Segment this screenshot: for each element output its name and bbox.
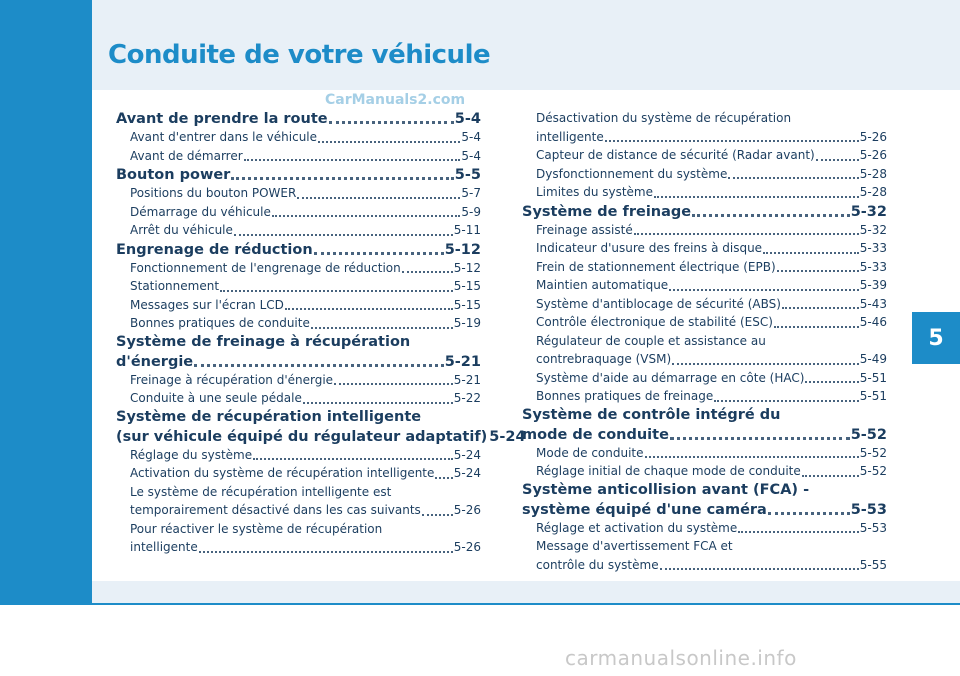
toc-dot-leader <box>402 269 453 273</box>
toc-dot-leader <box>669 287 859 291</box>
toc-entry-title: Stationnement <box>130 279 220 293</box>
toc-subsection-entry[interactable] <box>522 462 887 481</box>
toc-dot-leader <box>645 454 859 458</box>
toc-section-title-line: Système anticollision avant (FCA) - <box>522 481 810 498</box>
toc-subsection-entry[interactable] <box>116 538 481 557</box>
toc-section-entry[interactable] <box>522 203 887 221</box>
toc-page-number: 5-52 <box>859 464 887 478</box>
toc-entry-title: mode de conduite <box>522 426 669 443</box>
watermark-bottom: carmanualsonline.info <box>565 646 797 670</box>
toc-left-column <box>116 109 526 557</box>
toc-entry-title: Avant de prendre la route <box>116 111 328 127</box>
toc-entry-title: système équipé d'une caméra <box>522 501 767 518</box>
toc-subsection-entry[interactable] <box>522 146 887 165</box>
toc-page-number: 5-46 <box>859 315 887 329</box>
toc-entry-title: Positions du bouton POWER <box>130 186 297 200</box>
toc-page-number: 5-32 <box>859 222 887 237</box>
toc-page-number: 5-52 <box>859 445 887 460</box>
toc-page-number: 5-26 <box>453 503 481 517</box>
toc-dot-leader <box>318 139 460 143</box>
toc-subsection-entry[interactable] <box>116 389 481 408</box>
toc-dot-leader <box>738 529 859 533</box>
toc-dot-leader <box>805 379 858 383</box>
toc-subsection-entry[interactable] <box>522 221 887 240</box>
toc-subsection-title-line: Pour réactiver le système de récupération <box>130 521 383 536</box>
toc-entry-title: Freinage à récupération d'énergie <box>130 372 334 387</box>
toc-subsection-title-line: Régulateur de couple et assistance au <box>536 333 766 348</box>
toc-entry-title: Bonnes pratiques de conduite <box>130 316 310 330</box>
toc-entry-title: Conduite à une seule pédale <box>130 391 302 405</box>
toc-dot-leader <box>194 362 444 367</box>
toc-dot-leader <box>220 288 453 292</box>
toc-subsection-entry[interactable] <box>116 464 481 483</box>
toc-dot-leader <box>728 175 858 179</box>
toc-page-number: 5-7 <box>461 186 481 200</box>
toc-section-entry[interactable] <box>522 501 887 519</box>
toc-section-entry[interactable] <box>116 353 481 371</box>
toc-entry-title: Système d'aide au démarrage en côte (HAC) <box>536 370 805 385</box>
toc-subsection-entry[interactable] <box>522 128 887 147</box>
toc-subsection-entry[interactable] <box>116 259 481 278</box>
toc-entry-title: Activation du système de récupération intelligente <box>130 466 435 480</box>
toc-subsection-entry[interactable] <box>116 501 481 520</box>
toc-subsection-entry[interactable] <box>116 128 481 147</box>
toc-dot-leader <box>774 324 859 328</box>
toc-subsection-entry[interactable] <box>116 314 481 333</box>
toc-dot-leader <box>816 157 859 161</box>
toc-subsection-entry[interactable] <box>522 350 887 369</box>
toc-entry-title: Réglage du système <box>130 447 253 462</box>
toc-section-entry[interactable] <box>116 241 481 259</box>
toc-subsection-entry[interactable] <box>522 369 887 388</box>
toc-page-number: 5-4 <box>454 111 481 127</box>
toc-subsection-entry[interactable] <box>116 277 481 296</box>
toc-entry-title: Contrôle électronique de stabilité (ESC) <box>536 315 773 329</box>
toc-subsection-entry[interactable] <box>522 165 887 184</box>
toc-page-number: 5-26 <box>453 540 481 554</box>
watermark-top: CarManuals2.com <box>325 92 466 108</box>
toc-entry-title: temporairement désactivé dans les cas suivants <box>130 503 421 517</box>
toc-subsection-entry[interactable] <box>522 313 887 332</box>
toc-section-entry[interactable] <box>116 166 481 184</box>
toc-dot-leader <box>311 325 453 329</box>
toc-entry-title: contrebraquage (VSM) <box>536 352 672 366</box>
toc-subsection-entry[interactable] <box>116 446 481 465</box>
toc-dot-leader <box>605 138 859 142</box>
footer-rule <box>0 603 960 605</box>
toc-page-number: 5-49 <box>859 352 887 366</box>
toc-entry-title: Démarrage du véhicule <box>130 204 271 219</box>
toc-entry-title: Avant d'entrer dans le véhicule <box>130 130 318 144</box>
toc-dot-leader <box>422 512 453 516</box>
toc-dot-leader <box>199 549 453 553</box>
toc-page-number: 5-28 <box>859 185 887 199</box>
toc-page-number: 5-26 <box>859 129 887 144</box>
toc-subsection-title-line: Message d'avertissement FCA et <box>536 539 733 553</box>
toc-subsection-entry[interactable] <box>522 295 887 314</box>
toc-dot-leader <box>777 268 859 272</box>
toc-page-number: 5-51 <box>859 370 887 385</box>
toc-subsection-entry[interactable] <box>116 296 481 315</box>
toc-page-number: 5-4 <box>461 148 481 163</box>
toc-entry-title: (sur véhicule équipé du régulateur adaptatif) <box>116 428 488 445</box>
toc-page-number: 5-9 <box>461 204 481 219</box>
toc-subsection-entry[interactable] <box>116 147 481 166</box>
toc-subsection-title-line: Le système de récupération intelligente est <box>130 484 392 499</box>
toc-dot-leader <box>634 231 859 235</box>
toc-page-number: 5-53 <box>859 520 887 535</box>
toc-subsection-entry[interactable] <box>522 556 887 575</box>
toc-subsection-entry[interactable] <box>522 183 887 202</box>
toc-page-number: 5-4 <box>461 130 481 144</box>
toc-dot-leader <box>234 232 453 236</box>
toc-page-number: 5-21 <box>453 372 481 387</box>
toc-page-number: 5-51 <box>859 389 887 403</box>
toc-dot-leader <box>314 250 444 255</box>
toc-page-number: 5-24 <box>453 466 481 480</box>
toc-section-entry[interactable] <box>522 426 887 444</box>
toc-dot-leader <box>654 194 859 198</box>
toc-dot-leader <box>329 119 454 124</box>
toc-page-number: 5-26 <box>859 148 887 162</box>
toc-page-number: 5-19 <box>453 316 481 330</box>
toc-page-number: 5-21 <box>444 353 481 370</box>
toc-subsection-entry[interactable] <box>522 444 887 463</box>
toc-entry-title: Bonnes pratiques de freinage <box>536 389 714 403</box>
toc-dot-leader <box>692 212 850 217</box>
toc-entry-title: Mode de conduite <box>536 445 644 460</box>
toc-entry-title: Réglage initial de chaque mode de conduite <box>536 464 801 478</box>
toc-right-column <box>522 109 887 574</box>
toc-dot-leader <box>660 566 859 570</box>
toc-page-number: 5-12 <box>444 241 481 258</box>
toc-page-number: 5-28 <box>859 166 887 181</box>
toc-entry-title: intelligente <box>536 129 604 144</box>
chapter-tab[interactable]: 5 <box>912 312 960 364</box>
toc-page-number: 5-33 <box>859 259 887 274</box>
toc-dot-leader <box>768 510 850 515</box>
toc-dot-leader <box>435 475 452 479</box>
toc-entry-title: Dysfonctionnement du système <box>536 166 728 181</box>
toc-section-entry[interactable] <box>116 110 481 128</box>
toc-entry-title: Messages sur l'écran LCD <box>130 297 284 312</box>
toc-entry-title: Bouton power <box>116 167 231 183</box>
toc-subsection-entry[interactable] <box>522 387 887 406</box>
toc-entry-title: Fonctionnement de l'engrenage de réduction <box>130 260 401 275</box>
toc-subsection-entry[interactable] <box>116 203 481 222</box>
toc-entry-title: contrôle du système <box>536 557 659 572</box>
toc-subsection-entry[interactable] <box>522 519 887 538</box>
toc-page-number: 5-39 <box>859 278 887 292</box>
toc-dot-leader <box>303 400 453 404</box>
footer-band <box>92 581 960 603</box>
toc-section-title-line: Système de récupération intelligente <box>116 408 422 425</box>
toc-dot-leader <box>285 306 453 310</box>
toc-entry-title: Indicateur d'usure des freins à disque <box>536 241 763 255</box>
toc-entry-title: Frein de stationnement électrique (EPB) <box>536 259 776 274</box>
page-title: Conduite de votre véhicule <box>108 40 491 70</box>
toc-entry-title: Engrenage de réduction <box>116 241 313 258</box>
toc-dot-leader <box>297 195 460 199</box>
toc-subsection-entry[interactable] <box>522 276 887 295</box>
toc-entry-title: Freinage assisté <box>536 222 633 237</box>
toc-subsection-title-line: Désactivation du système de récupération <box>536 111 792 125</box>
toc-page-number: 5-24 <box>489 428 526 445</box>
toc-dot-leader <box>782 305 859 309</box>
toc-page-number: 5-15 <box>453 297 481 312</box>
toc-entry-title: Arrêt du véhicule <box>130 223 233 237</box>
toc-page-number: 5-32 <box>850 203 887 220</box>
toc-section-entry[interactable] <box>116 428 526 446</box>
toc-subsection-entry[interactable] <box>116 184 481 203</box>
toc-entry-title: Capteur de distance de sécurité (Radar avant) <box>536 148 815 162</box>
toc-section-title-line: Système de freinage à récupération <box>116 333 411 350</box>
toc-subsection-entry[interactable] <box>522 258 887 277</box>
toc-entry-title: intelligente <box>130 540 198 554</box>
toc-dot-leader <box>272 213 461 217</box>
toc-entry-title: Système de freinage <box>522 203 692 220</box>
toc-page-number: 5-22 <box>453 391 481 405</box>
toc-dot-leader <box>802 473 859 477</box>
toc-entry-title: d'énergie <box>116 353 194 370</box>
toc-page-number: 5-24 <box>453 447 481 462</box>
toc-page-number: 5-55 <box>859 557 887 572</box>
toc-entry-title: Réglage et activation du système <box>536 520 738 535</box>
toc-page-number: 5-11 <box>453 223 481 237</box>
toc-subsection-entry[interactable] <box>522 239 887 258</box>
side-accent-bar <box>0 0 92 603</box>
toc-entry-title: Système d'antiblocage de sécurité (ABS) <box>536 296 781 311</box>
toc-page-number: 5-5 <box>454 167 481 183</box>
toc-page-number: 5-33 <box>859 241 887 255</box>
toc-subsection-entry[interactable] <box>116 371 481 390</box>
toc-dot-leader <box>714 398 859 402</box>
toc-section-title-line: Système de contrôle intégré du <box>522 406 781 423</box>
toc-page-number: 5-53 <box>850 501 887 518</box>
toc-page-number: 5-12 <box>453 260 481 275</box>
toc-dot-leader <box>670 435 850 440</box>
toc-entry-title: Maintien automatique <box>536 278 669 292</box>
toc-dot-leader <box>253 456 453 460</box>
toc-entry-title: Avant de démarrer <box>130 148 243 163</box>
toc-subsection-entry[interactable] <box>116 221 481 240</box>
toc-entry-title: Limites du système <box>536 185 653 199</box>
toc-dot-leader <box>763 250 859 254</box>
toc-dot-leader <box>672 361 859 365</box>
toc-page-number: 5-52 <box>850 426 887 443</box>
toc-dot-leader <box>244 157 461 161</box>
toc-dot-leader <box>231 175 453 180</box>
toc-page-number: 5-43 <box>859 296 887 311</box>
toc-dot-leader <box>334 381 453 385</box>
toc-page-number: 5-15 <box>453 279 481 293</box>
